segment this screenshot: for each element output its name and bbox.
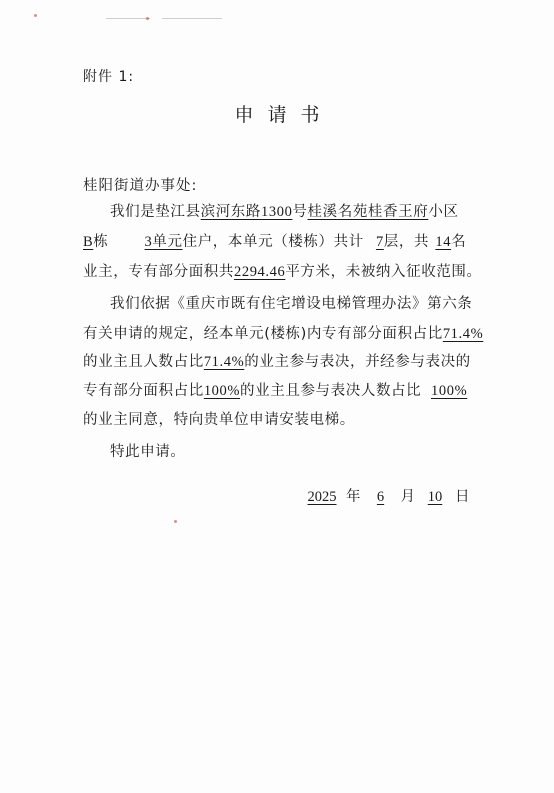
closing-text bbox=[110, 440, 186, 461]
scan-artifact bbox=[162, 18, 222, 19]
text: 我们是垫江县 bbox=[110, 204, 201, 220]
text: 业主，专有部分面积共 bbox=[83, 264, 234, 280]
paragraph-2-line-3 bbox=[83, 350, 471, 371]
text: 的业主同意，特向贵单位申请安装电梯。 bbox=[83, 412, 355, 428]
text: 栋 bbox=[93, 234, 109, 250]
paragraph-2-line-1 bbox=[110, 292, 472, 313]
paragraph-2-line-2 bbox=[83, 322, 483, 343]
text: 住户，本单元（楼栋）共计 bbox=[182, 234, 364, 250]
attachment-label: 附件 1: bbox=[83, 69, 135, 85]
text: 的业主且参与表决人数占比 bbox=[240, 383, 422, 399]
text: 平方米，未被纳入征收范围。 bbox=[285, 264, 482, 280]
date-day-label: 日 bbox=[455, 489, 470, 505]
owners-field: 14 bbox=[435, 234, 452, 250]
road-name-field: 滨河东路 bbox=[200, 204, 262, 220]
unit-field: 3 bbox=[144, 234, 153, 250]
text: 层，共 bbox=[383, 234, 430, 250]
area-ratio-field: 71.4% bbox=[442, 326, 484, 342]
date-day-field: 10 bbox=[427, 489, 443, 505]
area-field: 2294.46 bbox=[234, 264, 286, 280]
people-ratio-field: 71.4% bbox=[203, 354, 245, 370]
text: 名 bbox=[451, 234, 467, 250]
vote-area-ratio-field: 100% bbox=[203, 383, 241, 399]
text: 我们依据《重庆市既有住宅增设电梯管理办法》第六条 bbox=[110, 296, 473, 312]
building-field: B bbox=[83, 234, 94, 250]
scan-artifact bbox=[106, 18, 150, 19]
text: 号 bbox=[292, 204, 308, 220]
document-title: 申请书 bbox=[234, 104, 334, 126]
road-number-field: 1300 bbox=[261, 204, 293, 220]
text: 的业主参与表决，并经参与表决的 bbox=[244, 354, 471, 370]
date-year-label: 年 bbox=[346, 489, 361, 505]
date-month-field: 6 bbox=[376, 489, 385, 505]
text: 的业主且人数占比 bbox=[83, 354, 204, 370]
text: 小区 bbox=[428, 204, 459, 220]
text: 有关申请的规定，经本单元(楼栋)内专有部分面积占比 bbox=[83, 326, 443, 342]
paragraph-1-line-2 bbox=[83, 230, 466, 251]
scan-artifact bbox=[174, 520, 177, 523]
signature-date bbox=[298, 485, 470, 506]
date-year-field: 2025 bbox=[307, 489, 337, 505]
paragraph-1-line-3 bbox=[83, 260, 482, 281]
unit-label: 单元 bbox=[152, 234, 183, 250]
scan-artifact bbox=[34, 14, 37, 17]
paragraph-1-line-1 bbox=[110, 200, 459, 221]
floors-field: 7 bbox=[375, 234, 384, 250]
date-month-label: 月 bbox=[400, 489, 415, 505]
paragraph-2-line-4 bbox=[83, 379, 467, 400]
vote-people-ratio-field: 100% bbox=[431, 383, 468, 399]
scan-artifact bbox=[146, 17, 149, 20]
text: 专有部分面积占比 bbox=[83, 383, 204, 399]
community-name-field: 桂溪名苑桂香王府 bbox=[307, 204, 429, 220]
text: 特此申请。 bbox=[110, 444, 186, 460]
paragraph-2-line-5 bbox=[83, 408, 355, 429]
addressee: 桂阳街道办事处: bbox=[83, 178, 198, 194]
